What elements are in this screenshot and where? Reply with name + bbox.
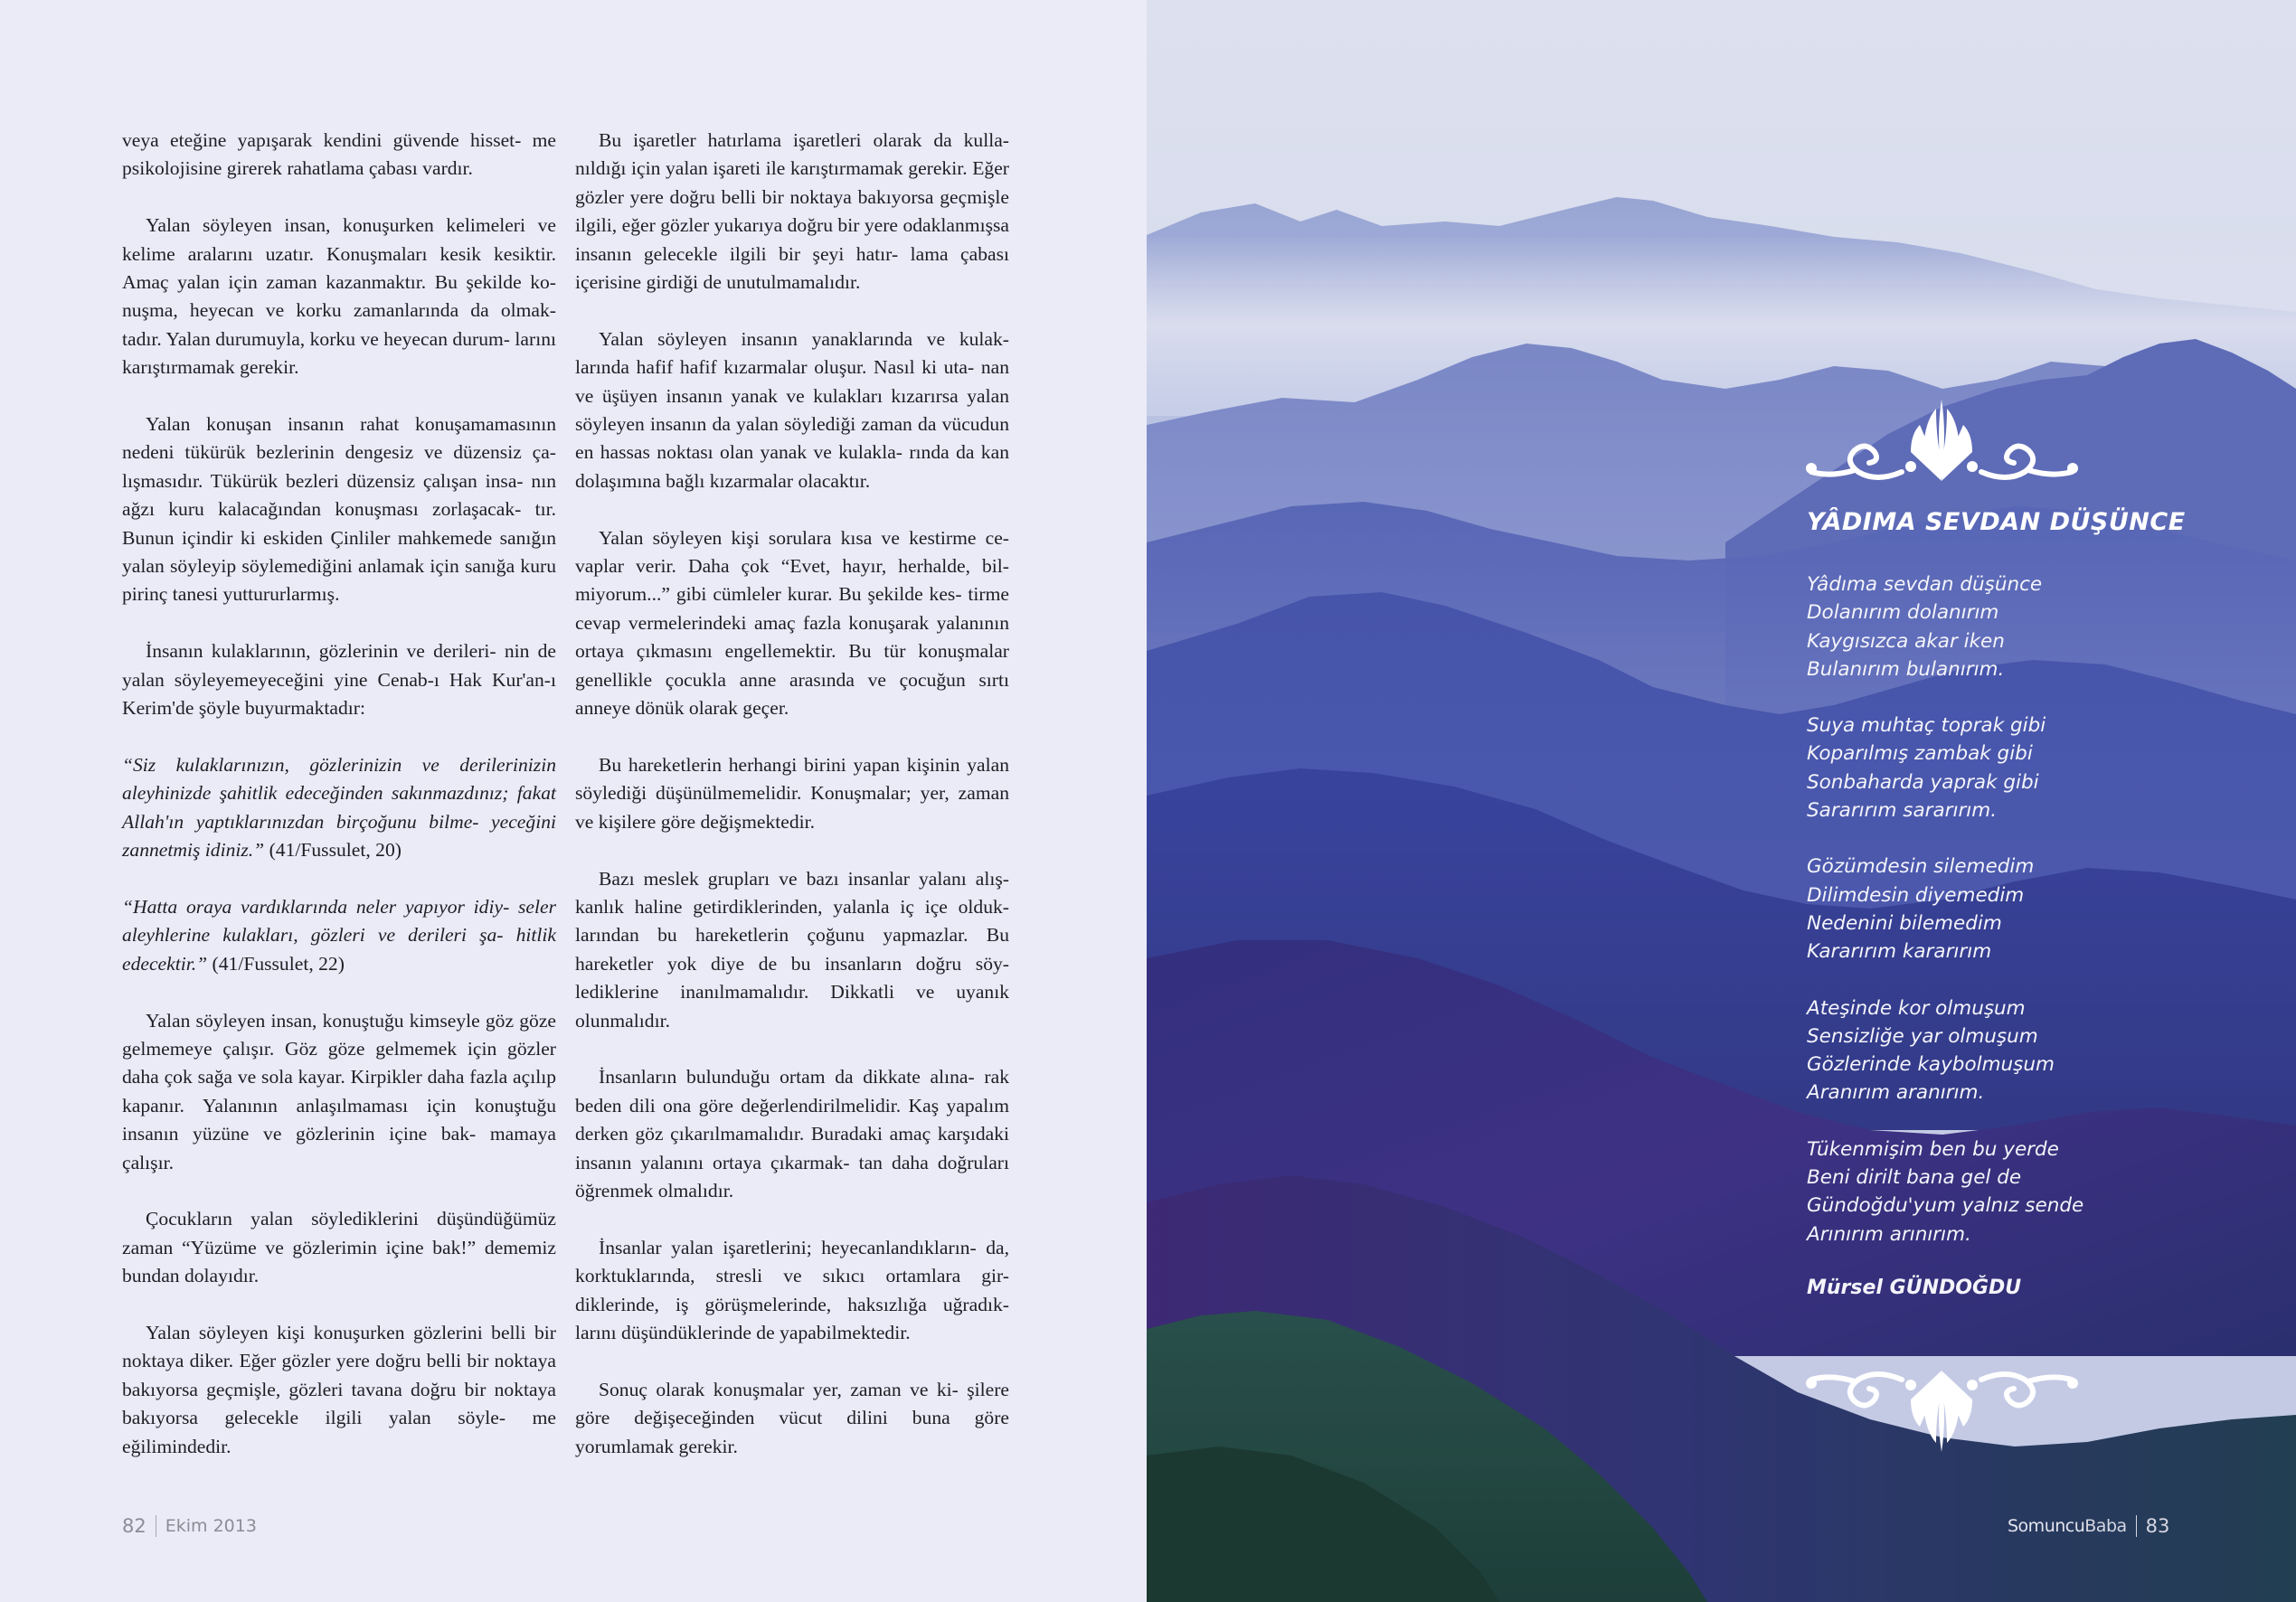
left-page [0,0,1147,1602]
body-paragraph: Yalan söyleyen kişi sorulara kısa ve kestirme ce- vaplar verir. Daha çok “Evet, hayır, herhalde, bil- miyorum...” gibi cümleler kurar. Bu şekilde kes- tirme cevap vermelerindeki amaç fazla konuşarak yalanının ortaya çıkmasını engellemektir. Bu tür konuşmalar genellikle çocukla anne arasında ve çocuğun sırtı anneye dönük olarak geçer. [575,526,1009,720]
poem-line: Sensizliğe yar olmuşum [1807,1024,2038,1048]
quote-reference: (41/Fussulet, 20) [264,839,402,862]
poem [1807,508,2187,1299]
poem-line: Koparılmış zambak gibi [1807,742,2033,766]
poem-line: Kararırım kararırım [1807,940,1992,964]
body-paragraph: Bazı meslek grupları ve bazı insanlar yalanı alış- kanlık haline getirdiklerinden, yalanla iç içe olduk- larından bu hareketlerin çoğunu yapmazlar. Bu hareketler yok diye de bu insanların doğru söy- lediklerine inanılmamalıdır. Dikkatli ve uyanık olunmalıdır. [575,867,1009,1032]
poem-line: Gözümdesin silemedim [1807,855,2035,879]
magazine-brand [2008,1516,2127,1536]
poem-line: Suya muhtaç toprak gibi [1807,714,2046,738]
ornament-top-icon [1804,398,2080,488]
brand-part-2: Baba [2084,1516,2127,1536]
poem-line: Kaygısızca akar iken [1807,629,2005,653]
author-last-name: GÜNDOĞDU [1889,1276,2022,1299]
poem-stanza [1807,853,2187,966]
author-first-name: Mürsel [1807,1276,1883,1299]
poem-line: Bulanırım bulanırım. [1807,657,2005,681]
footer-divider [2136,1515,2137,1537]
page-footer-left [122,1515,257,1537]
poem-line: Sararırım sararırım. [1807,799,1998,823]
quote-paragraph [122,751,556,865]
body-paragraph: Sonuç olarak konuşmalar yer, zaman ve ki- şilere göre değişeceğinden vücut dilini buna göre yorumlamak gerekir. [575,1378,1009,1457]
article-column-2 [575,127,1009,1489]
page-number: 82 [122,1515,146,1537]
poem-line: Ateşinde kor olmuşum [1807,996,2026,1020]
poem-line: Dolanırım dolanırım [1807,601,1999,625]
body-paragraph: Yalan söyleyen insan, konuşurken kelimeleri ve kelime aralarını uzatır. Konuşmaları kesik kesiktir. Amaç yalan için zaman kazanmaktır. Bu şekilde ko- nuşma, heyecan ve korku zamanlarında da olmak- tadır. Yalan durumuyla, korku ve heyecan durum- larını karıştırmamak gerekir. [122,214,556,379]
poem-line: Aranırım aranırım. [1807,1081,1985,1105]
body-paragraph: Yalan söyleyen insanın yanaklarında ve kulak- larında hafif hafif kızarmalar oluşur. Nasıl ki uta- nan ve üşüyen insanın yanak ve kulakları kızarırsa yalan söyleyen insanın da yalan söylediği zaman da vücudun en hassas noktası olan yanak ve kulakla- rında da kan dolaşımına bağlı kızarmalar olacaktır. [575,327,1009,492]
body-paragraph: Bu hareketlerin herhangi birini yapan kişinin yalan söylediği düşünülmemelidir. Konuşmalar; yer, zaman ve kişilere göre değişmektedir. [575,753,1009,833]
ornament-bottom-icon [1804,1363,2080,1454]
poem-stanza [1807,711,2187,825]
poem-stanza [1807,1136,2187,1249]
poem-line: Tükenmişim ben bu yerde [1807,1137,2059,1161]
poem-stanza [1807,994,2187,1107]
poem-line: Nedenini bilemedim [1807,911,2002,935]
brand-part-1: Somuncu [2008,1516,2085,1536]
body-paragraph: Yalan söyleyen insan, konuştuğu kimseyle göz göze gelmemeye çalışır. Göz göze gelmemek için gözler daha çok sağa ve sola kayar. Kirpikler daha fazla açılıp kapanır. Yalanının anlaşılmaması için konuştuğu insanın yüzüne ve gözlerinin içine bak- mamaya çalışır. [122,1009,556,1173]
quote-text: “Hatta oraya vardıklarında neler yapıyor idiy- seler aleyhlerine kulakları, gözleri ve derileri şa- hitlik edecektir.” [122,895,556,975]
body-paragraph: Bu işaretler hatırlama işaretleri olarak da kulla- nıldığı için yalan işareti ile karıştırmamak gerekir. Eğer gözler yere doğru belli bir noktaya bakıyorsa geçmişle ilgili, eğer gözler yukarıya doğru bir yere odaklanmışsa insanın gelecekle ilgili bir şeyi hatır- lama çabası içerisine girdiği de unutulmamalıdır. [575,129,1009,294]
body-paragraph: Çocukların yalan söylediklerini düşündüğümüz zaman “Yüzüme ve gözlerimin içine bak!” dememiz bundan dolayıdır. [122,1208,556,1287]
quote-paragraph [122,893,556,978]
body-paragraph: İnsanların bulunduğu ortam da dikkate alına- rak beden dili ona göre değerlendirilmelidir. Kaş yapalım derken göz çıkarılmamalıdır. Buradaki amaç karşıdaki insanın yalanını ortaya çıkarmak- tan daha doğruları öğrenmek olmalıdır. [575,1066,1009,1202]
body-paragraph: İnsanın kulaklarının, gözlerinin ve derileri- nin de yalan söyleyemeyeceğini yine Cenab-ı Hak Kur'an-ı Kerim'de şöyle buyurmaktadır: [122,640,556,720]
poem-line: Arınırım arınırım. [1807,1222,1971,1246]
poem-line: Gündoğdu'yum yalnız sende [1807,1194,2084,1218]
quote-text: “Siz kulaklarınızın, gözlerinizin ve derilerinizin aleyhinizde şahitlik edeceğinden sakınmazdınız; fakat Allah'ın yaptıklarınızdan birçoğunu bilme- yeceğini zannetmiş idiniz.” [122,753,556,862]
page-number: 83 [2145,1515,2170,1537]
body-paragraph: İnsanlar yalan işaretlerini; heyecanlandıkların- da, korktuklarında, stresli ve sıkıcı ortamlara gir- diklerinde, iş görüşmelerinde, haksızlığa uğradık- larını düşündüklerinde de yapabilmektedir. [575,1236,1009,1343]
poem-title: YÂDIMA SEVDAN DÜŞÜNCE [1807,508,2186,536]
body-paragraph: Yalan söyleyen kişi konuşurken gözlerini belli bir noktaya diker. Eğer gözler yere doğru belli bir noktaya bakıyorsa geçmişle, gözleri tavana doğru bir noktaya bakıyorsa gelecekle ilgili yalan söyle- me eğilimindedir. [122,1321,556,1457]
poem-line: Gözlerinde kaybolmuşum [1807,1053,2055,1077]
poem-stanzas [1807,570,2187,1249]
body-paragraph: veya eteğine yapışarak kendini güvende hisset- me psikolojisine girerek rahatlama çabası vardır. [122,129,556,180]
poem-author [1807,1277,2187,1299]
poem-line: Yâdıma sevdan düşünce [1807,573,2043,596]
poem-stanza [1807,570,2187,683]
poem-line: Beni dirilt bana gel de [1807,1166,2022,1190]
article-column-1 [122,127,556,1489]
poem-line: Sonbaharda yaprak gibi [1807,770,2039,794]
page-footer-right [2008,1515,2169,1537]
issue-date: Ekim 2013 [165,1516,257,1536]
quote-reference: (41/Fussulet, 22) [207,952,345,975]
poem-line: Dilimdesin diyemedim [1807,883,2025,907]
body-paragraph: Yalan konuşan insanın rahat konuşamamasının nedeni tükürük bezlerinin dengesiz ve düzensiz ça- lışmasıdır. Tükürük bezleri düzensiz çalışan insa- nın ağzı kuru kalacağından konuşması zorlaşacak- tır. Bunun içindir ki eskiden Çinliler mahkemede sanığın yalan söyleyip söylemediğini anlamak için sanığa kuru pirinç tanesi yuttururlarmış. [122,413,556,606]
